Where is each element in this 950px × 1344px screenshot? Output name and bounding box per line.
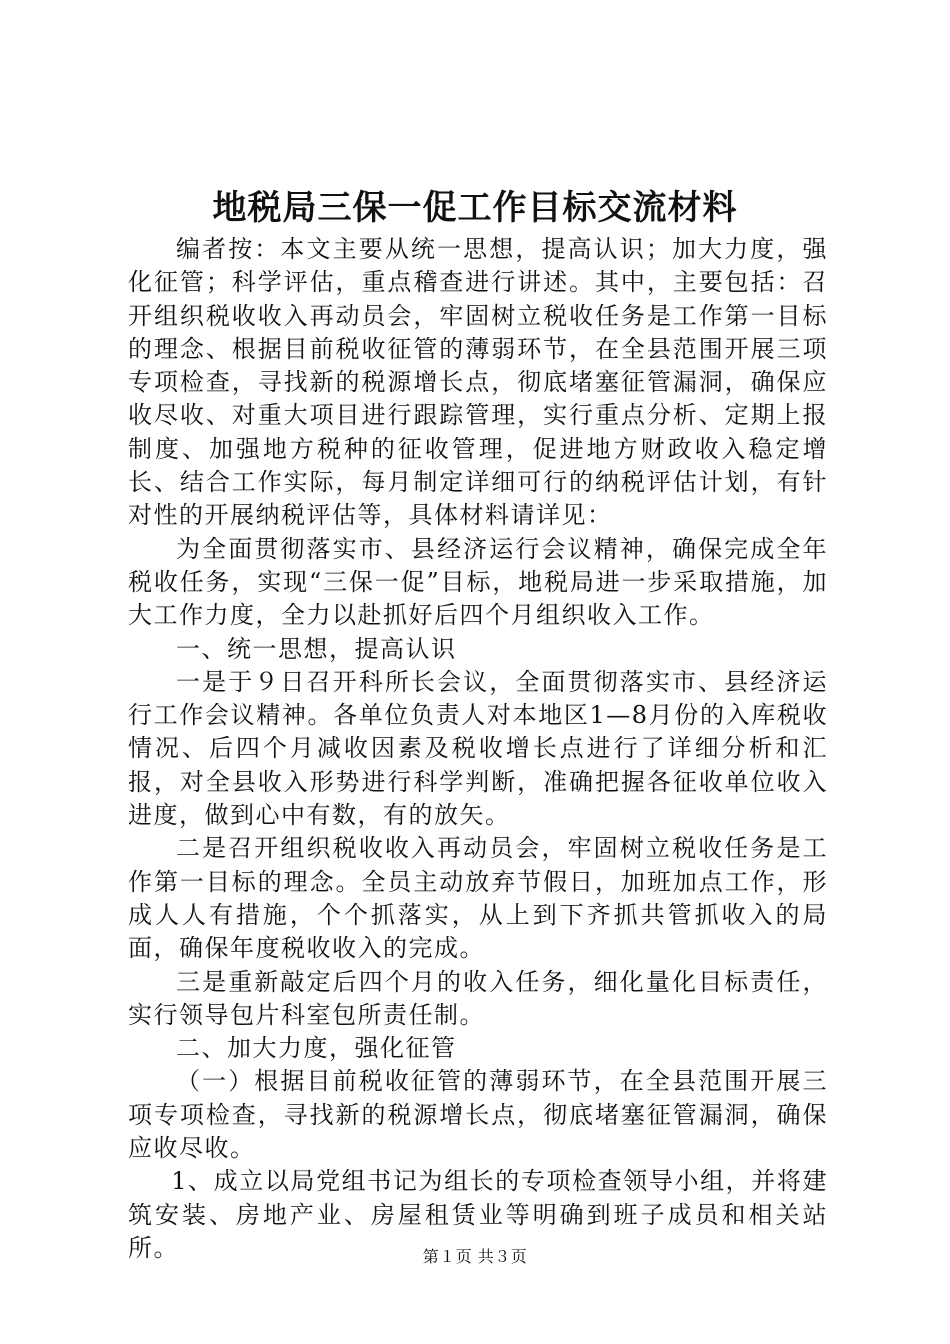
numbered-item: 1、成立以局党组书记为组长的专项检查领导小组，并将建筑安装、房地产业、房屋租赁业等明确到班子成员和相关站所。 xyxy=(128,1167,828,1262)
section-heading-2: 二、加大力度，强化征管 xyxy=(176,1034,457,1063)
document-title: 地税局三保一促工作目标交流材料 xyxy=(212,188,738,228)
document-body xyxy=(128,233,828,1265)
editor-note-paragraph: 编者按：本文主要从统一思想，提高认识；加大力度，强化征管；科学评估，重点稽查进行讲述。其中，主要包括：召开组织税收收入再动员会，牢固树立税收任务是工作第一目标的理念、根据目前税收征管的薄弱环节，在全县范围开展三项专项检查，寻找新的税源增长点，彻底堵塞征管漏洞，确保应收尽收、对重大项目进行跟踪管理，实行重点分析、定期上报制度、加强地方税种的征收管理，促进地方财政收入稳定增长、结合工作实际，每月制定详细可行的纳税评估计划，有针对性的开展纳税评估等，具体材料请详见： xyxy=(128,235,828,530)
section-heading-1: 一、统一思想，提高认识 xyxy=(176,634,457,663)
subsection-paragraph: （一）根据目前税收征管的薄弱环节，在全县范围开展三项专项检查，寻找新的税源增长点，彻底堵塞征管漏洞，确保应收尽收。 xyxy=(128,1067,828,1163)
body-paragraph: 三是重新敲定后四个月的收入任务，细化量化目标责任，实行领导包片科室包所责任制。 xyxy=(128,967,828,1029)
page-footer: 第１页 共３页 xyxy=(422,1247,528,1266)
body-paragraph: 一是于９日召开科所长会议，全面贯彻落实市、县经济运行工作会议精神。各单位负责人对本地区1—8月份的入库税收情况、后四个月减收因素及税收增长点进行了详细分析和汇报，对全县收入形势进行科学判断，准确把握各征收单位收入进度，做到心中有数，有的放矢。 xyxy=(128,667,828,830)
body-paragraph: 二是召开组织税收收入再动员会，牢固树立税收任务是工作第一目标的理念。全员主动放弃节假日，加班加点工作，形成人人有措施，个个抓落实，从上到下齐抓共管抓收入的局面，确保年度税收收入的完成。 xyxy=(128,834,828,963)
intro-paragraph: 为全面贯彻落实市、县经济运行会议精神，确保完成全年税收任务，实现“三保一促”目标，地税局进一步采取措施，加大工作力度，全力以赴抓好后四个月组织收入工作。 xyxy=(128,534,828,630)
